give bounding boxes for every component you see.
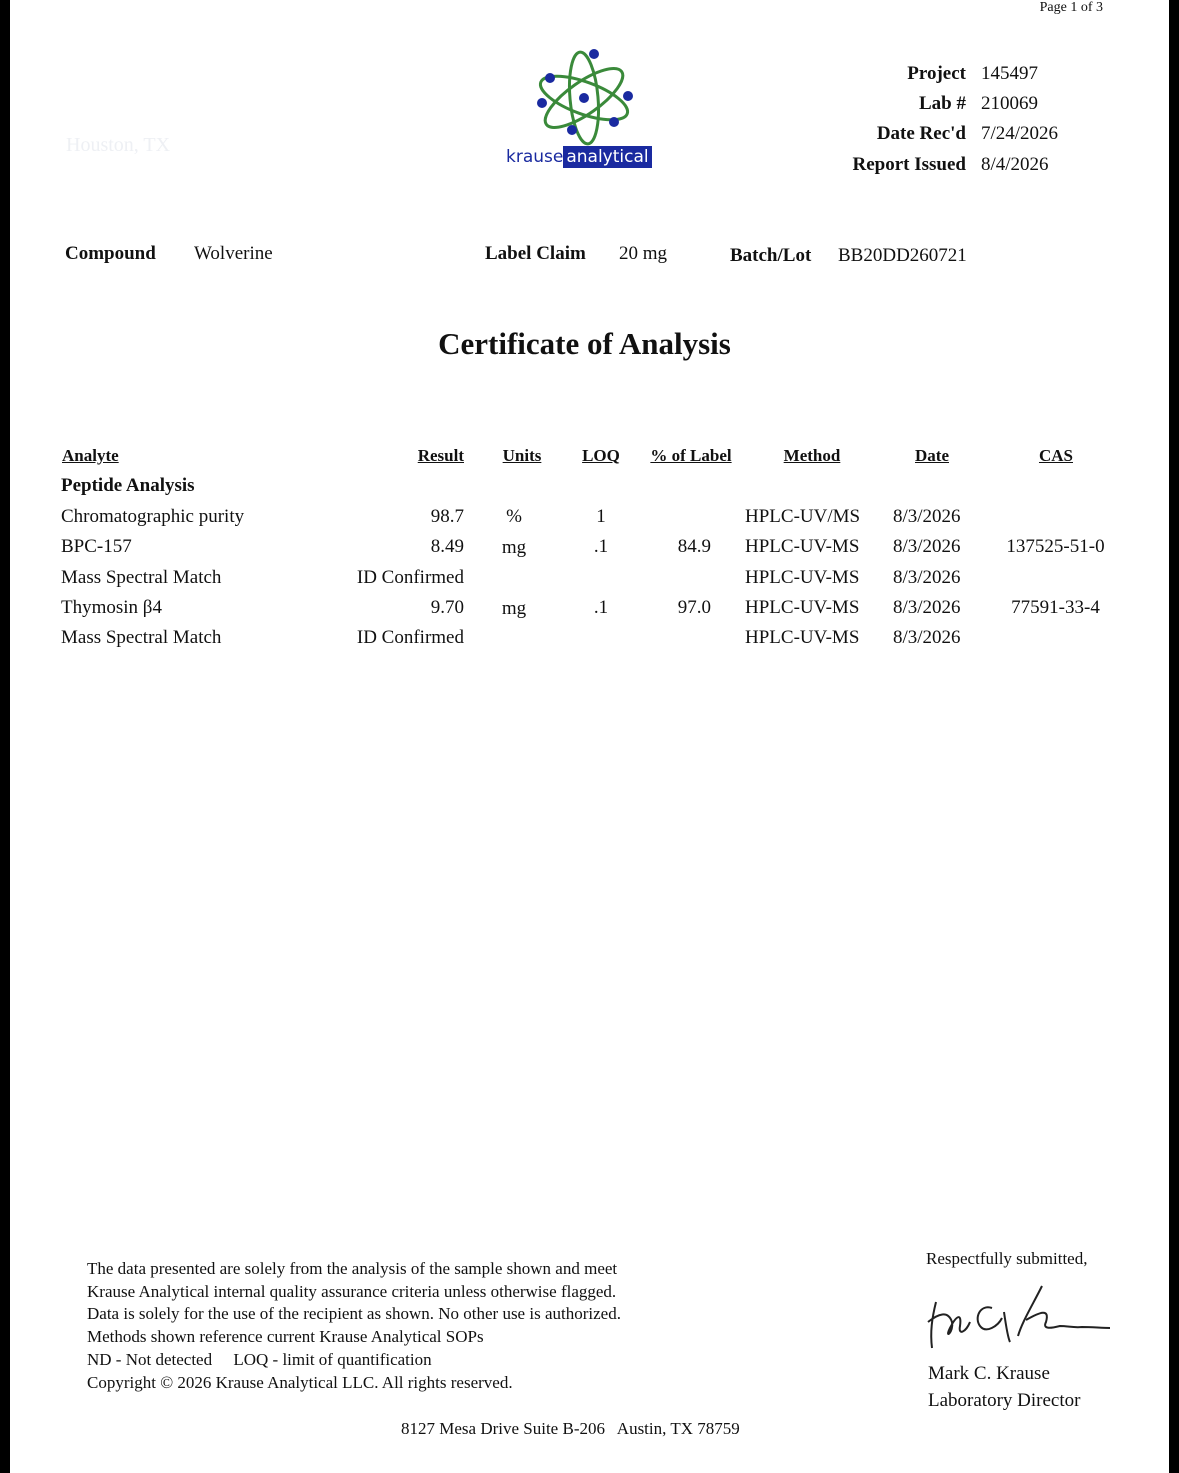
header-units: Units (502, 446, 542, 465)
lab-number-label: Lab # (919, 93, 966, 114)
signer-title: Laboratory Director (928, 1390, 1081, 1411)
footer-note-2: Krause Analytical internal quality assurance criteria unless otherwise flagged. (87, 1282, 617, 1301)
header-percent-label: % of Label (650, 446, 732, 465)
table-row-5-analyte: Mass Spectral Match (61, 627, 222, 648)
project-value: 145497 (981, 63, 1038, 84)
table-row-1-units: % (506, 506, 522, 527)
table-row-4-cas: 77591-33-4 (1011, 597, 1100, 618)
table-row-4-percent: 97.0 (677, 597, 711, 618)
faded-address-line-2: Houston, TX (66, 134, 171, 156)
header-result: Result (417, 446, 464, 465)
footer-note-1: The data presented are solely from the analysis of the sample shown and meet (87, 1259, 618, 1278)
table-row-2-result: 8.49 (430, 536, 464, 557)
table-row-3-analyte: Mass Spectral Match (61, 567, 222, 588)
company-logo-text (506, 147, 652, 167)
submitted-text: Respectfully submitted, (926, 1249, 1088, 1268)
table-row-4-date: 8/3/2026 (893, 597, 961, 618)
table-row-1-method: HPLC-UV/MS (745, 506, 861, 527)
lab-number-value: 210069 (981, 93, 1038, 114)
footer-note-4: Methods shown reference current Krause Analytical SOPs (87, 1327, 484, 1346)
table-row-3-result: ID Confirmed (356, 567, 464, 588)
table-row-4-result: 9.70 (430, 597, 464, 618)
section-heading: Peptide Analysis (61, 475, 195, 496)
footer-note-6: Copyright © 2026 Krause Analytical LLC. All rights reserved. (87, 1373, 513, 1392)
date-received-value: 7/24/2026 (981, 123, 1059, 144)
project-label: Project (907, 63, 966, 84)
label-claim-value: 20 mg (619, 243, 668, 264)
logo-text-left: krause (506, 147, 564, 167)
table-row-2-method: HPLC-UV-MS (745, 536, 860, 557)
document-title: Certificate of Analysis (438, 326, 731, 361)
header-method: Method (783, 446, 841, 465)
table-row-2-cas: 137525-51-0 (1006, 536, 1105, 557)
header-date: Date (915, 446, 949, 465)
atom-logo-icon (532, 48, 642, 148)
header-loq: LOQ (582, 446, 620, 465)
signer-name: Mark C. Krause (928, 1363, 1050, 1384)
table-row-2-analyte: BPC-157 (61, 536, 132, 557)
compound-label: Compound (65, 243, 156, 264)
table-row-2-percent: 84.9 (677, 536, 711, 557)
header-cas: CAS (1038, 446, 1073, 465)
table-row-2-units: mg (501, 537, 527, 558)
batch-label: Batch/Lot (730, 245, 812, 266)
date-received-label: Date Rec'd (876, 123, 966, 144)
report-issued-label: Report Issued (852, 154, 966, 175)
footer-note-3: Data is solely for the use of the recipient as shown. No other use is authorized. (87, 1304, 621, 1323)
batch-value: BB20DD260721 (838, 245, 967, 266)
table-row-4-analyte: Thymosin β4 (61, 597, 162, 618)
table-row-1-loq: 1 (596, 506, 606, 527)
table-row-1-result: 98.7 (430, 506, 464, 527)
table-row-5-result: ID Confirmed (356, 627, 464, 648)
table-row-2-date: 8/3/2026 (893, 536, 961, 557)
table-row-4-units: mg (501, 598, 527, 619)
table-row-3-date: 8/3/2026 (893, 567, 961, 588)
table-row-5-date: 8/3/2026 (893, 627, 961, 648)
header-analyte: Analyte (62, 446, 119, 465)
table-row-5-method: HPLC-UV-MS (745, 627, 860, 648)
table-row-2-loq: .1 (593, 536, 609, 557)
compound-value: Wolverine (194, 243, 273, 264)
handwritten-signature (922, 1282, 1112, 1354)
table-row-4-method: HPLC-UV-MS (745, 597, 860, 618)
table-row-1-analyte: Chromatographic purity (61, 506, 245, 527)
table-row-1-date: 8/3/2026 (893, 506, 961, 527)
table-row-4-loq: .1 (593, 597, 609, 618)
report-issued-value: 8/4/2026 (981, 154, 1049, 175)
footer-note-5: ND - Not detected LOQ - limit of quantification (87, 1350, 432, 1369)
logo-text-right: analytical (563, 146, 651, 168)
lab-address: 8127 Mesa Drive Suite B-206 Austin, TX 78759 (401, 1419, 740, 1438)
table-row-3-method: HPLC-UV-MS (745, 567, 860, 588)
certificate-page (10, 0, 1169, 1473)
page-indicator: Page 1 of 3 (1039, 0, 1103, 15)
label-claim-label: Label Claim (485, 243, 586, 264)
